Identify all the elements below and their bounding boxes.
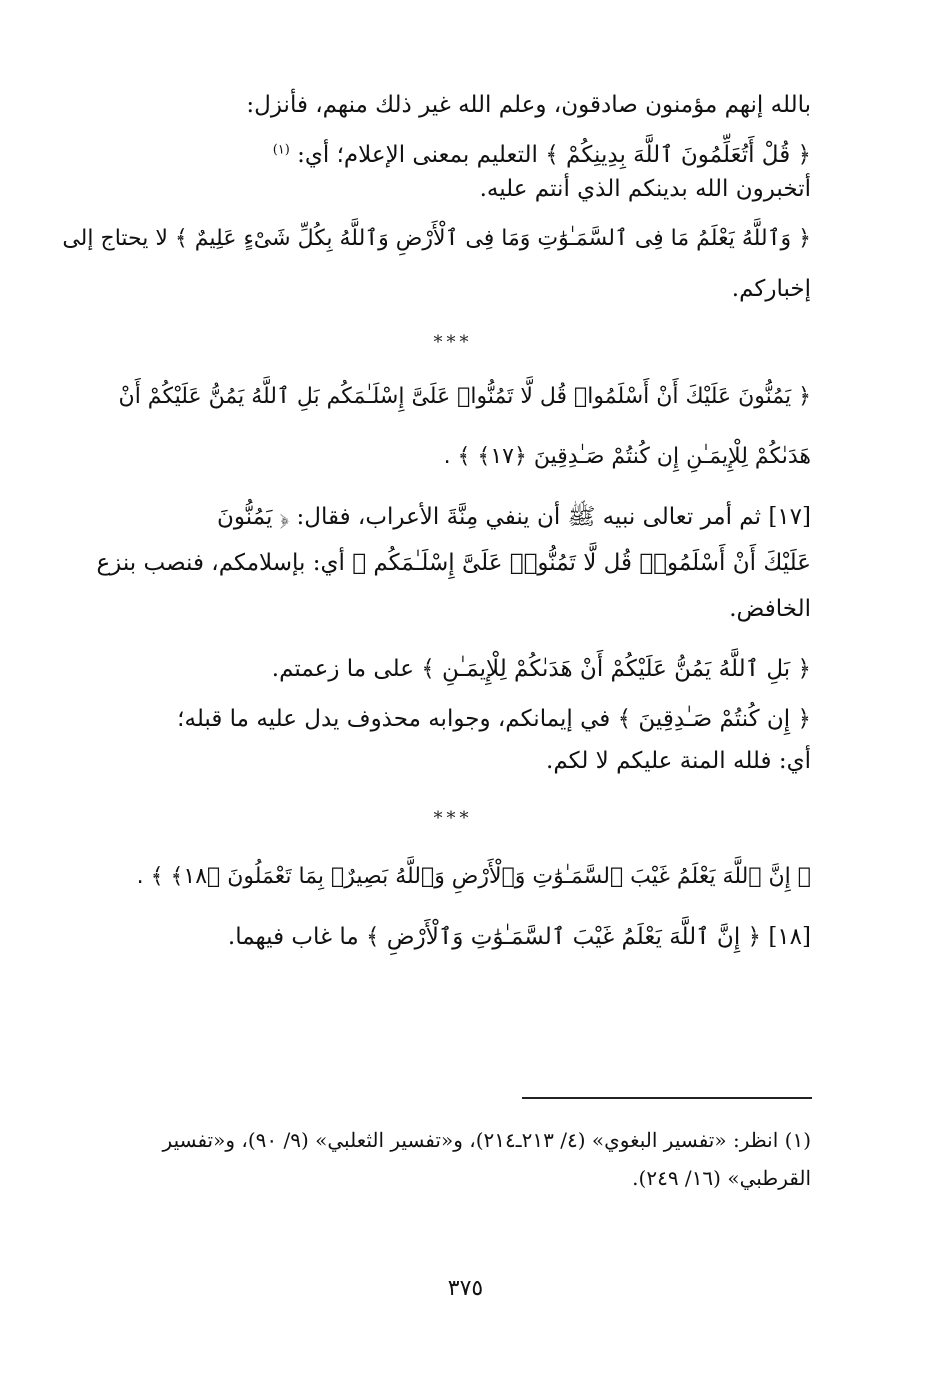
spacer bbox=[95, 778, 811, 804]
footnotes bbox=[95, 1124, 811, 1194]
commentary-line: ﴿ إِن كُنتُمْ صَـٰدِقِينَ ﴾ في إيمانكم، وجوابه محذوف يدل عليه ما قبله؛ bbox=[177, 706, 811, 732]
verse-line: ﴿ إِنَّ ٱللَّهَ يَعْلَمُ غَيْبَ ٱلسَّمَـٰوَٰتِ وَٱلْأَرْضِ وَٱللَّهُ بَصِيرٌۢ بِمَا تَعْمَلُونَ ﴿١٨﴾ ﴾ . bbox=[136, 864, 811, 889]
spacer bbox=[95, 306, 811, 328]
paragraph-line: أتخبرون الله بدينكم الذي أنتم عليه. bbox=[479, 176, 811, 202]
paragraph-line: إخباركم. bbox=[731, 276, 811, 302]
verse-text: ﴿ قُلْ أَتُعَلِّمُونَ ٱللَّهَ بِدِينِكُمْ ﴾ التعليم بمعنى الإعلام؛ أي: bbox=[297, 142, 811, 168]
commentary-line: الخافض. bbox=[729, 596, 811, 622]
paragraph-line: بالله إنهم مؤمنون صادقون، وعلم الله غير ذلك منهم، فأنزل: bbox=[246, 92, 811, 118]
section-separator: *** bbox=[433, 808, 473, 829]
spacer bbox=[95, 686, 811, 702]
spacer bbox=[95, 626, 811, 652]
spacer bbox=[95, 834, 811, 860]
paragraph-line bbox=[95, 138, 811, 172]
footnote-line: القرطبي» (١٦/ ٢٤٩). bbox=[632, 1166, 811, 1190]
commentary-line: ﴿ بَلِ ٱللَّهُ يَمُنُّ عَلَيْكُمْ أَنْ هَدَىٰكُمْ لِلْإِيمَـٰنِ ﴾ على ما زعمتم. bbox=[271, 656, 811, 682]
page-number: ٣٧٥ bbox=[447, 1276, 484, 1301]
section-separator: *** bbox=[433, 332, 473, 353]
footnote-reference[interactable]: (١) bbox=[272, 142, 290, 158]
commentary-line: عَلَيْكَ أَنْ أَسْلَمُوا۟ قُل لَّا تَمُنُّوا۟ عَلَىَّ إِسْلَـٰمَكُم ﴾ أي: بإسلامكم، فنصب بنزع bbox=[96, 550, 811, 576]
spacer bbox=[95, 206, 811, 222]
spacer bbox=[95, 358, 811, 380]
verse-line: ﴿ يَمُنُّونَ عَلَيْكَ أَنْ أَسْلَمُوا۟ قُل لَّا تَمُنُّوا۟ عَلَىَّ إِسْلَـٰمَكُم بَلِ ٱللَّهُ يَمُنُّ عَلَيْكُمْ أَنْ bbox=[118, 384, 811, 409]
page-body bbox=[62, 88, 811, 954]
verse-line: هَدَىٰكُمْ لِلْإِيمَـٰنِ إِن كُنتُمْ صَـٰدِقِينَ ﴿١٧﴾ ﴾ . bbox=[443, 444, 811, 469]
spacer bbox=[95, 894, 811, 920]
commentary-line: [١٧] ثم أمر تعالى نبيه ﷺ أن ينفي مِنَّةَ الأعراب، فقال: ﴿ يَمُنُّونَ bbox=[217, 504, 811, 530]
footnote-line: (١) انظر: «تفسير البغوي» (٤/ ٢١٣ـ٢١٤)، و«تفسير الثعلبي» (٩/ ٩٠)، و«تفسير bbox=[162, 1128, 811, 1152]
spacer bbox=[95, 474, 811, 500]
footnote-divider bbox=[522, 1097, 812, 1099]
commentary-line: أي: فلله المنة عليكم لا لكم. bbox=[546, 748, 811, 774]
verse-line: ﴿ وَٱللَّهُ يَعْلَمُ مَا فِى ٱلسَّمَـٰوَٰتِ وَمَا فِى ٱلْأَرْضِ وَٱللَّهُ بِكُلِّ شَىْءٍ عَلِيمٌ ﴾ لا يحتاج إلى bbox=[62, 226, 811, 251]
spacer bbox=[95, 122, 811, 138]
commentary-line: [١٨] ﴿ إِنَّ ٱللَّهَ يَعْلَمُ غَيْبَ ٱلسَّمَـٰوَٰتِ وَٱلْأَرْضِ ﴾ ما غاب فيهما. bbox=[227, 924, 811, 950]
